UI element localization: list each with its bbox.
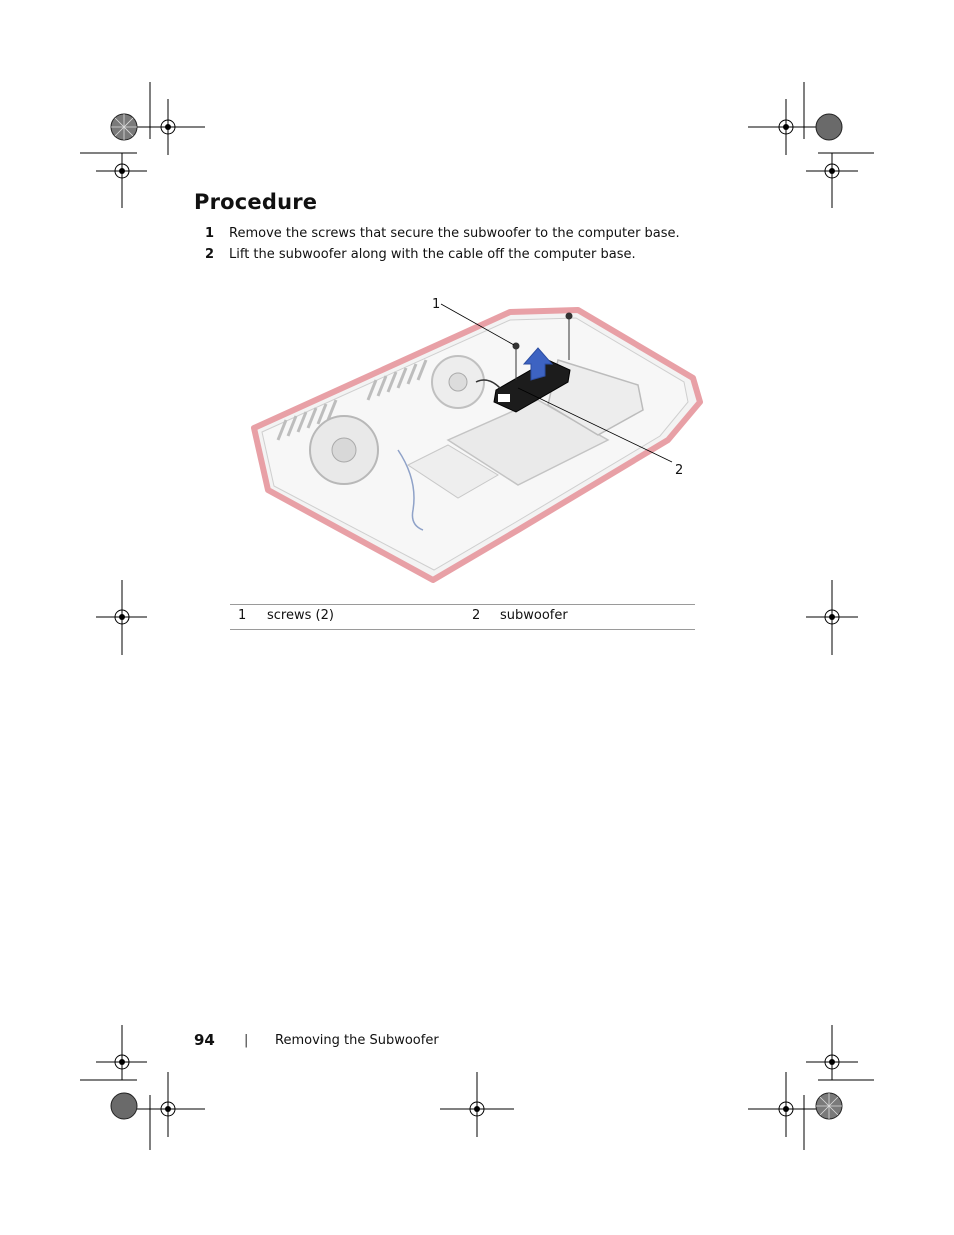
step-number: 2	[204, 247, 214, 262]
subwoofer-illustration	[248, 290, 708, 590]
step-text: Lift the subwoofer along with the cable off the computer base.	[229, 247, 636, 262]
footer-separator: |	[244, 1033, 249, 1048]
legend-label: subwoofer	[500, 608, 568, 623]
legend-number: 2	[472, 608, 481, 623]
figure-legend	[230, 604, 695, 630]
footer-section-title: Removing the Subwoofer	[275, 1033, 439, 1048]
figure-callout-2: 2	[675, 463, 684, 478]
step-number: 1	[204, 226, 214, 241]
legend-label: screws (2)	[267, 608, 334, 623]
section-heading: Procedure	[194, 190, 318, 214]
figure-callout-1: 1	[432, 297, 441, 312]
step-text: Remove the screws that secure the subwoofer to the computer base.	[229, 226, 680, 241]
page-number: 94	[194, 1031, 215, 1049]
legend-number: 1	[238, 608, 247, 623]
